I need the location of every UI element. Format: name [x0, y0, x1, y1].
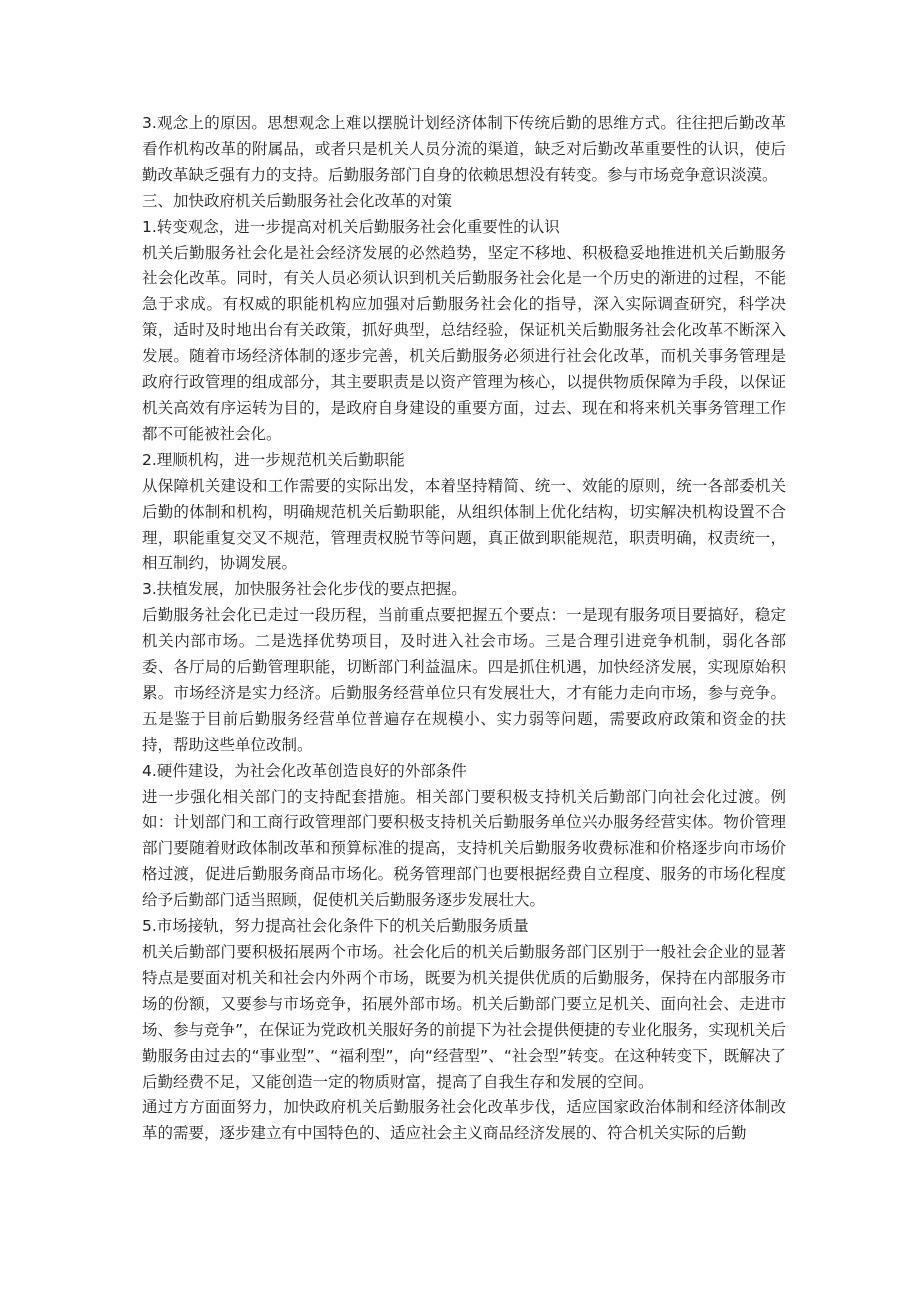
paragraph-2: 从保障机关建设和工作需要的实际出发，本着坚持精简、统一、效能的原则，统一各部委机关后勤的体制和机构，明确规范机关后勤职能，从组织体制上优化结构，切实解决机构设置不合理，职能重复交叉不规范，管理责权脱节等问题，真正做到职能规范，职责明确，权责统一，相互制约，协调发展。	[142, 476, 786, 573]
subheading-1: 1.转变观念，进一步提高对机关后勤服务社会化重要性的认识	[142, 217, 560, 236]
subheading-4: 4.硬件建设，为社会化改革创造良好的外部条件	[142, 761, 467, 780]
subheading-5: 5.市场接轨，努力提高社会化条件下的机关后勤服务质量	[142, 917, 529, 936]
section-heading-3: 三、加快政府机关后勤服务社会化改革的对策	[142, 191, 453, 210]
subheading-2: 2.理顺机构，进一步规范机关后勤职能	[142, 450, 405, 469]
paragraph-conclusion: 通过方方面面努力，加快政府机关后勤服务社会化改革步伐，适应国家政治体制和经济体制改革的需要，逐步建立有中国特色的、适应社会主义商品经济发展的、符合机关实际的后勤	[142, 1098, 786, 1143]
paragraph-1: 机关后勤服务社会化是社会经济发展的必然趋势，坚定不移地、积极稳妥地推进机关后勤服务社会化改革。同时，有关人员必须认识到机关后勤服务社会化是一个历史的渐进的过程，不能急于求成。有权威的职能机构应加强对后勤服务社会化的指导，深入实际调查研究，科学决策，适时及时地出台有关政策，抓好典型，总结经验，保证机关后勤服务社会化改革不断深入发展。随着市场经济体制的逐步完善，机关后勤服务必须进行社会化改革，而机关事务管理是政府行政管理的组成部分，其主要职责是以资产管理为核心，以提供物质保障为手段，以保证机关高效有序运转为目的，是政府自身建设的重要方面，过去、现在和将来机关事务管理工作都不可能被社会化。	[142, 243, 786, 443]
paragraph-4: 进一步强化相关部门的支持配套措施。相关部门要积极支持机关后勤部门向社会化过渡。例如：计划部门和工商行政管理部门要积极支持机关后勤服务单位兴办服务经营实体。物价管理部门要随着财政体制改革和预算标准的提高，支持机关后勤服务收费标准和价格逐步向市场价格过渡，促进后勤服务商品市场化。税务管理部门也要根据经费自立程度、服务的市场化程度给予后勤部门适当照顾，促使机关后勤服务逐步发展壮大。	[142, 787, 786, 910]
document-body	[142, 111, 786, 1147]
paragraph-3: 后勤服务社会化已走过一段历程，当前重点要把握五个要点：一是现有服务项目要搞好，稳定机关内部市场。二是选择优势项目，及时进入社会市场。三是合理引进竞争机制，弱化各部委、各厅局的后勤管理职能，切断部门利益温床。四是抓住机遇，加快经济发展，实现原始积累。市场经济是实力经济。后勤服务经营单位只有发展壮大，才有能力走向市场，参与竞争。五是鉴于目前后勤服务经营单位普遍存在规模小、实力弱等问题，需要政府政策和资金的扶持，帮助这些单位改制。	[142, 606, 786, 754]
subheading-3: 3.扶植发展，加快服务社会化步伐的要点把握。	[142, 580, 467, 599]
paragraph-5: 机关后勤部门要积极拓展两个市场。社会化后的机关后勤服务部门区别于一般社会企业的显著特点是要面对机关和社会内外两个市场，既要为机关提供优质的后勤服务，保持在内部服务市场的份额，又要参与市场竞争，拓展外部市场。机关后勤部门要立足机关、面向社会、走进市场、参与竞争”，在保证为党政机关服好务的前提下为社会提供便捷的专业化服务，实现机关后勤服务由过去的“事业型”、“福利型”，向“经营型”、“社会型”转变。在这种转变下，既解决了后勤经费不足，又能创造一定的物质财富，提高了自我生存和发展的空间。	[142, 943, 786, 1091]
paragraph-reason-3: 3.观念上的原因。思想观念上难以摆脱计划经济体制下传统后勤的思维方式。往往把后勤改革看作机构改革的附属品，或者只是机关人员分流的渠道，缺乏对后勤改革重要性的认识，使后勤改革缺乏强有力的支持。后勤服务部门自身的依赖思想没有转变。参与市场竞争意识淡漠。	[142, 114, 786, 184]
